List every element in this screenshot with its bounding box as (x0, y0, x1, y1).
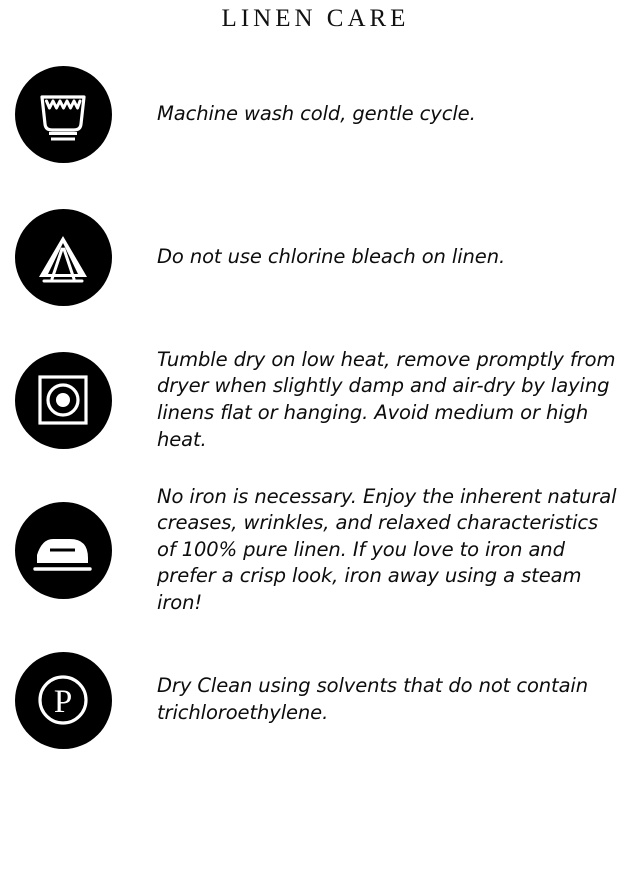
care-instruction-text: Tumble dry on low heat, remove promptly from dryer when slightly damp and air-dry by laying linens flat or hanging. Avoid medium or high heat. (157, 347, 616, 451)
list-item (0, 325, 631, 475)
care-instruction-text: Do not use chlorine bleach on linen. (157, 245, 506, 269)
icon-container (8, 352, 118, 449)
tumble-dry-low-icon (15, 352, 112, 449)
icon-container (8, 502, 118, 599)
no-bleach-triangle-icon (15, 209, 112, 306)
icon-container (8, 66, 118, 163)
list-item (0, 38, 631, 190)
list-item (0, 190, 631, 325)
list-item (0, 625, 631, 775)
care-instructions-list (0, 38, 631, 775)
list-item (0, 475, 631, 625)
iron-icon (15, 502, 112, 599)
dry-clean-p-icon (15, 652, 112, 749)
page-title: LINEN CARE (221, 5, 410, 32)
care-instruction-text: Dry Clean using solvents that do not contain trichloroethylene. (157, 674, 589, 724)
wash-tub-icon (15, 66, 112, 163)
icon-container (8, 209, 118, 306)
care-instruction-text: Machine wash cold, gentle cycle. (157, 101, 476, 125)
icon-container (8, 652, 118, 749)
svg-text:P: P (53, 684, 73, 720)
care-instruction-text: No iron is necessary. Enjoy the inherent natural creases, wrinkles, and relaxed characteristics of 100% pure linen. If you love to iron and prefer a crisp look, iron away using a steam iron! (157, 484, 617, 614)
